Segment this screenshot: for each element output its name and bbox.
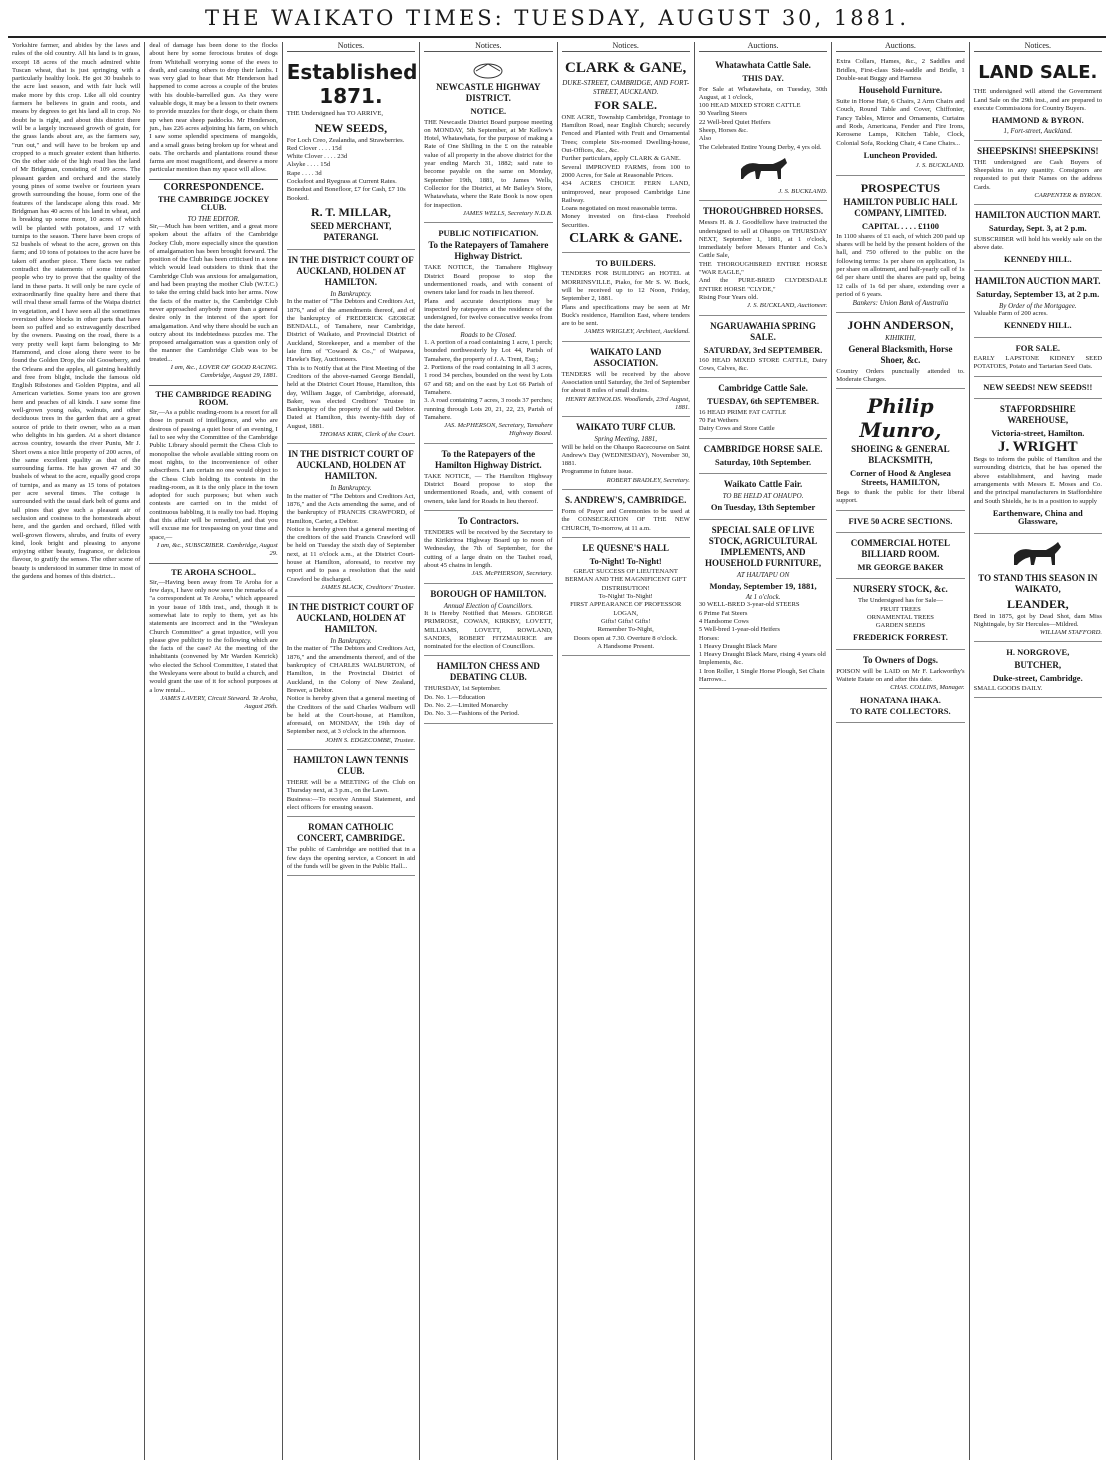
court-1-bankruptcy: In Bankruptcy. <box>330 289 372 298</box>
hamilton-highway-title: To the Ratepayers of the Hamilton Highway District. <box>434 448 542 470</box>
whatawhata-day: THIS DAY. <box>742 73 784 84</box>
correspondence-heading: CORRESPONDENCE. <box>163 181 264 193</box>
seeds-intro: THE Undersigned has TO ARRIVE, <box>286 110 384 118</box>
stafford-signature: WILLIAM STAFFORD. <box>1039 629 1102 637</box>
leander-name: LEANDER, <box>1006 596 1069 611</box>
column-2 <box>145 42 282 1460</box>
borough-title: BOROUGH OF HAMILTON. <box>430 588 547 599</box>
column-5-header: Notices. <box>562 42 690 52</box>
sheepskins-title: SHEEPSKINS! SHEEPSKINS! <box>977 145 1099 156</box>
stand-title: TO STAND THIS SEASON IN WAIKATO, <box>978 572 1098 594</box>
land-association-ad <box>562 342 690 417</box>
court-1-title: IN THE DISTRICT COURT OF AUCKLAND, HOLDEN AT HAMILTON. <box>288 254 414 287</box>
farm-article-continued: deal of damage has been done to the flocks about here by some ferocious brutes of dogs from Whitehall worrying some of the ewes to death, and causing others to drop their lambs. I was very glad to hear that Mr Henderson had happened to come across a couple of the brutes with his double-barrelled gun. As they were valuable dogs, it may be a lesson to their owners to provide muzzles for their dogs, or chain them up when near sheep paddocks. Mr Henderson, jun., has 226 acres adjoining his farm, on which I saw some splendid specimens of mangolds, and a small grass being broken up for wheat and oats. The orchards and plantations round these farms are most magnificent, and deserve a more particular mention than my space will allow. <box>149 42 278 174</box>
column-7 <box>832 42 969 1460</box>
clark-gane-address: DUKE-STREET, CAMBRIDGE, AND FORT-STREET, AUCKLAND. <box>562 79 690 96</box>
jockey-club-letter: Sir,—Much has been written, and a great more spoken about the affairs of the Cambridge Jockey Club, more especially since the question of amalgamation has been brought forward. The position of the Club has been criticised in a tone which would lead outsiders to think that the Cambridge Club was anxious for amalgamation, and had been praying the mother Club (W.T.C.) to take the erring child back into her arms. Now the facts of the matter is, the Cambridge Club never approached anybody more than a general desire only in the interest of the sport for amalgamation. And why there should be such an outcry about its indebtedness puzzles me. The proposed amalgamation was a question only of the manner the Cambridge Club was to be treated... <box>149 222 278 363</box>
butcher-title: BUTCHER, <box>1014 659 1062 670</box>
contractors-signature: JAS. McPHERSON, Secretary. <box>471 570 553 578</box>
hamilton-highway-ad <box>424 444 552 511</box>
staffordshire-title: STAFFORDSHIRE WAREHOUSE, <box>999 403 1076 425</box>
court-1-signature: THOMAS KIRK, Clerk of the Court. <box>319 431 416 439</box>
court-2-text: In the matter of "The Debtors and Creditors Act, 1876," and the Acts amending the same, and of the bankruptcy of FRANCIS CRAWFORD, of Hamilton, Carter, a Debtor. Notice is hereby given that a general meeting of the creditors of the said Francis Crawford will be held on Tuesday the sixth day of September next, at 11 o'clock a.m., at the District Court-house at Hamilton, aforesaid, to receive my report and to pass a resolution that the said Crawford be discharged. <box>286 492 416 583</box>
ngaruawahia-date: SATURDAY, 3rd SEPTEMBER. <box>703 344 823 355</box>
mortgagee-line: By Order of the Mortgagee. <box>998 301 1077 310</box>
st-andrews-title: S. ANDREW'S, CAMBRIDGE. <box>565 494 687 505</box>
luncheon-label: Luncheon Provided. <box>863 149 938 160</box>
crest-icon <box>468 61 508 79</box>
luncheon-signature: J. S. BUCKLAND. <box>915 162 965 170</box>
rate-collectors: TO RATE COLLECTORS. <box>850 705 951 716</box>
turf-club-subtitle: Spring Meeting, 1881, <box>594 435 657 444</box>
thoroughbred-ad <box>699 201 827 315</box>
hammond-byron: HAMMOND & BYRON. <box>991 115 1084 126</box>
munro-address: Corner of Hood & Anglesea Streets, HAMILTON, <box>849 468 951 487</box>
column-4 <box>420 42 557 1460</box>
horse-sale-date: Saturday, 10th September. <box>715 456 812 467</box>
court-1-text: In the matter of "The Debtors and Creditors Act, 1876," and of the amendments thereof, and of the bankruptcy of FREDERICK GEORGE BENDALL, of Tamahere, near Cambridge, District of Waikato, and Provincial District of Auckland, Storekeeper, and a member of the late firm of "Coward & Co.," of Waipawa, Hawke's Bay, Auctioneers. This is to Notify that at the First Meeting of the Creditors of the above-named George Bendall, held at the District Court House, Hamilton, this day, William Jagge, of Cambridge, aforesaid, Baker, was elected Creditors' Trustee in Bankruptcy of the property of the said Debtor. Dated at Hamilton, this twenty-fifth day of August, 1881. <box>286 298 416 430</box>
land-sale-ad <box>974 55 1102 140</box>
staffordshire-ad <box>974 399 1102 534</box>
tennis-ad <box>287 750 415 817</box>
chess-text: THURSDAY, 1st September. Do. No. 1.—Education Do. No. 2.—Limited Monarchy Do. No. 3.—Fashions of the Period. <box>424 685 520 718</box>
columns <box>8 42 1106 1460</box>
builders-signature: JAMES WRIGLEY, Architect, Auckland. <box>584 328 690 336</box>
highway-title: NEWCASTLE HIGHWAY DISTRICT. <box>436 82 541 104</box>
land-association-signature: HENRY REYNOLDS. Woodlands, 23rd August, 1881. <box>565 395 690 411</box>
baker-name: MR GEORGE BAKER <box>857 561 944 572</box>
le-quesne-title: LE QUESNE'S HALL <box>582 542 669 553</box>
allotments-text: Valuable Farm of 200 acres. <box>973 310 1048 318</box>
auction-mart-text: SUBSCRIBER will hold his weekly sale on the above date. <box>973 235 1102 251</box>
dogs-title: To Owners of Dogs. <box>862 654 939 665</box>
jockey-club-signature: I am, &c., LOVER OF GOOD RACING. Cambridge, August 29, 1881. <box>170 363 278 380</box>
millar-name: R. T. MILLAR, <box>310 204 391 219</box>
butcher-ad <box>974 642 1102 698</box>
reading-room-heading: THE CAMBRIDGE READING ROOM. <box>155 388 272 407</box>
church-title: ROMAN CATHOLIC CONCERT, CAMBRIDGE. <box>297 822 405 844</box>
contractors-title: To Contractors. <box>457 515 519 526</box>
household-title: Household Furniture. <box>858 85 943 96</box>
bankers-line: Bankers: Union Bank of Australia <box>852 299 949 308</box>
special-sale-ad <box>699 520 827 690</box>
le-quesne-text: GREAT SUCCESS OF LIEUTENANT BERMAN AND THE MAGNIFICENT GIFT DISTRIBUTION! To-Night! To-Night! FIRST APPEARANCE OF PROFESSOR LOGAN, Gifts! Gifts! Gifts! Remember To-Night, Doors open at 7.30. Overture 8 o'clock. A Handsome Present. <box>564 568 687 650</box>
land-association-text: TENDERS will be received by the above Association until Saturday, the 3rd of September for about 8 miles of small drains. <box>561 370 690 395</box>
munro-trade: SHOEING & GENERAL BLACKSMITH, <box>851 444 950 466</box>
leander-text: Bred in 1875, got by Dead Shot, dam Miss Nightingale, by Sir Hercules—Mildred. <box>973 612 1102 628</box>
column-6-header: Auctions. <box>699 42 827 52</box>
munro-name: Philip Munro, <box>859 394 942 443</box>
sheepskins-ad <box>974 141 1102 205</box>
munro-ad <box>836 389 964 510</box>
whatawhata-sale-ad <box>699 55 827 201</box>
victoria-street: Victoria-street, Hamilton. <box>991 427 1085 438</box>
special-sale-place: AT HAUTAPU ON <box>736 570 790 579</box>
hamilton-highway-text: TAKE NOTICE, — The Hamilton Highway District Board propose to stop the undermentioned Roads, and, with consent of owners, take land for Roads in lieu thereof. <box>424 472 553 505</box>
cambridge-cattle-date: TUESDAY, 6th SEPTEMBER. <box>707 396 819 407</box>
court-3-bankruptcy: In Bankruptcy. <box>330 637 372 646</box>
tamahere-signature: JAS. McPHERSON, Secretary, Tamahere Highway Board. <box>444 422 553 438</box>
wright-text: Begs to inform the public of Hamilton and the surrounding districts, that he has opened the above establishment, and having made arrangements with Messrs E. Moses and Co. and the principal manufacturers in Staffordshire and South Shields, he is in a position to supply <box>973 456 1102 505</box>
for-sale-heading: FOR SALE. <box>594 97 658 112</box>
jockey-club-heading: THE CAMBRIDGE JOCKEY CLUB. <box>157 194 270 213</box>
tamahere-title: To the Ratepayers of Tamahere Highway District. <box>428 240 549 262</box>
column-3 <box>283 42 420 1460</box>
school-letter: Sir,—Having been away from Te Aroha for a few days, I have only now seen the remarks of a "a correspondent at Te Aroha," which appeared in your issue of 18th inst., and, though it is somewhat late to reply to them, yet as his statements are incorrect and in the "Wesleyan Church Committee" a great injustice, will you please give publicity to the following which are the facts of the case? At the meeting of the inhabitants (convened by Mr Warden Kenrick) who elected the School Committee, I stated that the Wesleyans were about to build a church, and would grant the use of it for school purposes at a low rental... <box>149 578 278 694</box>
kennedy-hill-1: KENNEDY HILL. <box>1003 254 1072 265</box>
hall-company-text: In 1100 shares of £1 each, of which 200 paid up shares will be held by the present holders of the hall, and 750 offered to the public on the following terms: 1s per share on application, 1s per share on allotment, and half-yearly call of 1s 6d per share until the shares are paid up, being 12 calls of 1s 6d per share, extending over a period of 6 years. <box>836 232 965 298</box>
cambridge-cattle-title: Cambridge Cattle Sale. <box>718 383 808 394</box>
dogs-text: POISON will be LAID on Mr F. Larkworthy's Waitete Estate on and after this date. <box>836 667 965 683</box>
special-sale-title: SPECIAL SALE OF LIVE STOCK, AGRICULTURAL IMPLEMENTS, AND HOUSEHOLD FURNITURE, <box>705 524 822 568</box>
cattle-fair-date: On Tuesday, 13th September <box>710 502 816 513</box>
turf-club-title: WAIKATO TURF CLUB. <box>575 422 676 433</box>
munro-text: Begs to thank the public for their liberal support. <box>836 489 965 505</box>
column-7-header: Auctions. <box>836 42 964 52</box>
column-4-header: Notices. <box>424 42 552 52</box>
potatoes-ad <box>974 338 1102 377</box>
auction-mart-title: HAMILTON AUCTION MART. <box>975 210 1101 221</box>
horse-engraving-icon <box>733 155 793 185</box>
wright-name: J. WRIGHT <box>997 439 1078 456</box>
ihaka-name: HONATANA IHAKA. <box>859 694 941 705</box>
tamahere-text: TAKE NOTICE, the Tamahere Highway District Board propose to stop the undermentioned roads, and with consent of owners take land for roads in lieu thereof. Plans and accurate descriptions may be inspected by ratepayers at the residence of the undersigned, for twelve consecutive weeks from the date hereof. <box>424 264 553 330</box>
ngaruawahia-title: NGARUAWAHIA SPRING SALE. <box>710 320 816 342</box>
stallion-engraving-icon <box>1008 540 1068 570</box>
turf-club-text: Will be held on the Ohaupo Racecourse on Saint Andrew's Day (WEDNESDAY), November 30, 1881. Programme in future issue. <box>561 443 690 476</box>
thoroughbred-text: Messrs H. & J. Goodfellow have instructed the undersigned to sell at Ohaupo on THURSDAY NEXT, September 1, 1881, at 1 o'clock, immediately before Messrs Hunter and Co.'s Cattle Sale, THE THOROUGHBRED ENTIRE HORSE "WAR EAGLE," And the PURE-BRED CLYDESDALE ENTIRE HORSE "CLYDE," Rising Four Years old. <box>698 219 828 301</box>
column-3-header: Notices. <box>287 42 415 52</box>
thoroughbred-signature: J. S. BUCKLAND, Auctioneer. <box>746 302 828 310</box>
seeds-title: NEW SEEDS, <box>314 120 388 135</box>
potatoes-text: EARLY LAPSTONE KIDNEY SEED POTATOES, Potato and Tartarian Seed Oats. <box>973 354 1102 371</box>
sheepskins-text: THE undersigned are Cash Buyers of Sheepskins in any quantity. Consignors are requested to put their Names on the address Cards. <box>973 158 1102 191</box>
highway-signature: JAMES WELLS, Secretary N.D.B. <box>462 209 553 217</box>
ngaruawahia-text: 160 HEAD MIXED STORE CATTLE, Dairy Cows, Calves, &c. <box>698 356 828 373</box>
capital-line: CAPITAL . . . . £1100 <box>861 220 939 231</box>
reading-room-letter: Sir,—As a public reading-room is a resort for all those in pursuit of intelligence, and who are desirous of passing a quiet hour of an evening, I fail to see why the Committee of the Cambridge Public Library should permit the Chess Club to monopolise the whole available sitting room on most nights, to the inconvenience of other subscribers. I am certain no one would object to the Chess Club holding its contests in the reading-room, as it is the only place in the town adopted for such purposes; but when such contests are carried on in the midst of continuous babbling, it is really too bad. Hoping that this affair will be remedied, and that you will excuse me for trespassing on your time and space,— <box>149 409 278 541</box>
prospectus-title: PROSPECTUS <box>860 180 941 195</box>
auction-mart-2-ad <box>974 271 1102 337</box>
roads-closed-label: Roads to be Closed. <box>460 330 517 339</box>
turf-club-signature: ROBERT BRADLEY, Secretary. <box>606 476 690 484</box>
to-editor: TO THE EDITOR. <box>187 214 240 223</box>
horse-sale-ad <box>699 439 827 474</box>
cambridge-cattle-text: 16 HEAD PRIME FAT CATTLE 70 Fat Wethers Dairy Cows and Store Cattle <box>698 408 787 433</box>
billiard-ad <box>836 533 964 579</box>
extras-text: Extra Collars, Hames, &c., 2 Saddles and Bridles, First-class Side-saddle and Bridle, 1 Double-seat Buggy and Harness <box>836 58 965 82</box>
clark-gane-footer: CLARK & GANE. <box>569 231 683 247</box>
public-notice-label: PUBLIC NOTIFICATION. <box>438 228 539 239</box>
school-heading: TE AROHA SCHOOL. <box>171 566 256 577</box>
clark-gane-ad <box>562 55 690 253</box>
auction-mart-ad <box>974 205 1102 271</box>
builders-ad <box>562 253 690 342</box>
court-3-text: In the matter of "The Debtors and Creditors Act, 1876," and the amendments thereof, and of the bankruptcy of CHARLES WALBURTON, of Hamilton, in the Provincial District of Auckland, in the Colony of New Zealand, Brewer, a Debtor. Notice is hereby given that a general meeting of the Creditors of the said Charles Walburn will be held at the Court-house, at Hamilton, aforesaid, on MONDAY, the 19th day of September next, at 3 o'clock in the afternoon. <box>286 645 416 736</box>
whatawhata-title: Whatawhata Cattle Sale. <box>715 60 811 71</box>
church-concert-ad <box>287 817 415 876</box>
for-sale-text: ONE ACRE, Township Cambridge, Frontage to Hamilton Road, near English Church; securely Fenced and Planted with Fruit and Ornamental Trees; complete Six-roomed Dwelling-house, Out-Offices, &c., &c. Further particulars, apply CLARK & GANE. Several IMPROVED FARMS, from 100 to 2000 Acres, for Sale at Reasonable Prices. 434 ACRES CHOICE FERN LAND, unimproved, near proposed Cambridge Line Railway. Loans negotiated on most reasonable terms. Money invested on first-class Freehold Securities. <box>561 113 690 229</box>
roads-text: 1. A portion of a road containing 1 acre, 1 perch; bounded northwesterly by Lot 44, Parish of Tamahere, the property of J. A. Trent, Esq.; 2. Portions of the road containing in all 3 acres, 1 rood 34 perches, bounded on the west by Lots 67 and 68; and on the east by Lot 66 Parish of Tamahere. 3. A road containing 7 acres, 3 roods 37 perches; running through Lots 20, 21, 22, 23, Parish of Tamahere. <box>424 339 553 421</box>
anderson-text: Country Orders punctually attended to. Moderate Charges. <box>836 367 965 384</box>
hammond-address: 1, Fort-street, Auckland. <box>1003 127 1073 136</box>
anderson-ad <box>836 313 964 390</box>
highway-text: THE Newcastle District Board purpose meeting on MONDAY, 5th September, at Mr Kellow's Hotel, Whatawhata, for the purpose of making a Rate of One Shilling in the £ on the rateable value of all property in the above district for the year ending March 31, 1882; said rate to become payable on the same on Monday, September 19th, 1881, to James Wells, Collector for the District, at Mr Bailey's Store, Whatawhata, where the Rate Book is now open for inspection. <box>424 118 553 209</box>
norgrove-name: H. NORGROVE, <box>1006 647 1070 658</box>
seeds-ad <box>286 55 418 250</box>
prospectus-ad <box>836 176 964 313</box>
column-8 <box>970 42 1106 1460</box>
borough-text: It is Hereby Notified that Messrs. GEORGE PRIMROSE, COWAN, KIRKBY, LOVETT, MILLIAMS, LOVETT, ROWLAND, SANDES, ROBERT FITZMAURICE are nominated for the election of Councillors. <box>424 609 553 651</box>
established-heading: Established 1871. <box>286 60 418 109</box>
nursery-ad <box>836 579 964 649</box>
chess-title: HAMILTON CHESS AND DEBATING CLUB. <box>436 661 540 683</box>
whatawhata-signature: J. S. BUCKLAND. <box>778 187 828 195</box>
school-signature: JAMES LAVERY, Circuit Steward. Te Aroha, August 26th. <box>160 694 278 711</box>
special-sale-date: Monday, September 19, 1881, <box>709 580 817 591</box>
horse-sale-title: CAMBRIDGE HORSE SALE. <box>703 443 823 454</box>
tamahere-ad <box>424 223 552 444</box>
sections-ad <box>836 511 964 533</box>
cattle-fair-ad <box>699 474 827 520</box>
whatawhata-text: For Sale at Whatawhata, on Tuesday, 30th August, at 1 o'clock, 100 HEAD MIXED STORE CATTLE 30 Yearling Steers 22 Well-bred Quiet Heifers Sheep, Horses &c. Also The Celebrated Entire Young Derby, 4 yrs old. <box>698 85 828 151</box>
auction-mart-2-title: HAMILTON AUCTION MART. <box>975 276 1101 287</box>
leander-ad <box>974 534 1102 643</box>
highway-ad <box>424 55 552 223</box>
auction-mart-date: Saturday, Sept. 3, at 2 p.m. <box>988 223 1087 234</box>
borough-ad <box>424 584 552 657</box>
court-notice-3 <box>287 597 415 750</box>
turf-club-ad <box>562 417 690 490</box>
cattle-fair-title: Waikato Cattle Fair. <box>723 478 803 489</box>
household-text: Suite in Horse Hair, 6 Chairs, 2 Arm Chairs and Couch, Round Table and Cover, Chiffonier, Fancy Tables, Mirror and Ornaments, Curtains and Rods, Americana, Fender and Fire Irons, Kerosene Lamps, Kitchen Table, Clock, Colonial Sofa, Rocking Chair, 4 Cane Chairs... <box>836 98 965 147</box>
land-association-title: WAIKATO LAND ASSOCIATION. <box>589 346 662 368</box>
nursery-text: The Undersigned has for Sale— FRUIT TREES ORNAMENTAL TREES GARDEN SEEDS <box>857 597 943 630</box>
builders-text: TENDERS FOR BUILDING an HOTEL at MORRINSVILLE, Piako, for Mr S. W. Buck, will be received up to 12 Noon, Friday, September 2, 1881. Plans and specifications may be seen at Mr Buck's residence, Hamilton East, where tenders are to be sent. <box>561 270 690 328</box>
court-2-title: IN THE DISTRICT COURT OF AUCKLAND, HOLDEN AT HAMILTON. <box>288 449 414 482</box>
st-andrews-text: Form of Prayer and Ceremonies to be used at the CONSECRATION OF THE NEW CHURCH, To-morrow, at 11 a.m. <box>561 507 690 532</box>
anderson-name: JOHN ANDERSON, <box>847 317 954 332</box>
special-sale-time: At 1 o'clock. <box>745 593 781 602</box>
land-sale-title: LAND SALE. <box>978 62 1098 84</box>
tennis-title: HAMILTON LAWN TENNIS CLUB. <box>293 755 409 777</box>
cattle-fair-place: TO BE HELD AT OHAUPO. <box>722 491 804 500</box>
butcher-address: Duke-street, Cambridge. <box>992 672 1083 683</box>
court-notice-1 <box>287 250 415 444</box>
le-quesne-subtitle: To-Night! To-Night! <box>589 555 662 566</box>
kennedy-hill-2: KENNEDY HILL. <box>1003 320 1072 331</box>
anderson-place: KIHIKIHI, <box>885 333 916 342</box>
church-text: The public of Cambridge are notified that in a few days the opening service, a Concert in aid of the funds will be given in the Public Hall... <box>286 846 416 870</box>
small-goods: SMALL GOODS DAILY. <box>973 684 1043 692</box>
tennis-text: THERE will be a MEETING of the Club on Thursday next, at 3 p.m., on the Lawn. Business:—To receive Annual Statement, and elect officers for ensuing season. <box>286 779 416 811</box>
farm-article: Yorkshire farmer, and abides by the laws and rules of the old country. All his land is in grass, except 18 acres of the much admired white Tuscan wheat, that is just springing with a particularly healthy look. He got 30 bushels to the acre last season, and with fair luck will make more by this crop. Like all old country farmers he believes in grain and roots, and means by degrees to get his land all in crop. No doubt he is right, and about this district there will be a largely increased growth of grain, for the grass lands about are, as the farmers say, "run out," and will have to be broken up and cropped to a much greater extent than hitherto. On the other side of the high road lies the land of Mr Bridgman, consisting of 109 acres. The pleasant garden and orchard and the stately young pines of some twelve or fourteen years growth surrounding the house, form one of the features of the landscape along this road. Mr Bridgman has 40 acres of his land in wheat, and is breaking up some more, 10 acres of which will be planted with potatoes, and 17 with turnips to the season. There have been crops of 52 bushels of wheat to the acre, grown on this farm; and 10 tons of potatoes to the acre have be taken off another piece. There facts we rather contradict the statements of some interested people who try to prove that the quality of the land in these parts. It will only be rare cycle of extraordinarily fine quality here and there that will rival these small farms of the Waipa district in vegetation, and I have seen all the sometimes oversized show blocks in other parts that have been so puffed and so extravagantly described by the owners. Passing on the road, there is a very pretty well kept farm belonging to Mr Hammond, and close along there were to be found the Golden Drop, the old Gooseberry, and the Orleans and the apples, all gaining healthily and free from blight, include the famous old English Ribstones and Golden Pippins, and all American varieties. Some years too are grown here and peaches of all kinds. I saw some fine well-grown young oaks, walnuts, and other deciduous trees in the garden that are a great source of pride to their owner, who as a man who delights in his garden. At a short distance across country, towards the river Puniu, Mr J. Short owns a nice little property of 200 acres, of the same excellent quality as that of the surrounding farms. He has grown 47 and 30 bushels of wheat to the acre, equally good crops of turnips, and as many as 15 tons of potatoes per acre several times. The cottage is surrounded with the usual dark belt of gums and tall pines that give such a pleasant air of seclusion and cosiness to the homesteads about here, and the garden and orchard, filled with well-grown flowers, shrubs, and fruits of every kind, look bright and pleasing to anyone enjoying either beauty, fragrance, or delicious flavour, to gratify the senses. The other scene of beauty is understood in summer time in most of the gardens and homes of this district... <box>12 42 141 580</box>
millar-title: SEED MERCHANT, PATERANGI. <box>310 220 392 242</box>
furniture-ad <box>836 55 964 175</box>
thoroughbred-title: THOROUGHBRED HORSES. <box>703 206 824 217</box>
sections-title: FIVE 50 ACRE SECTIONS. <box>848 515 953 526</box>
land-sale-text: THE undersigned will attend the Government Land Sale on the 29th inst., and are prepared to execute Commissions for Country Buyers. <box>973 88 1102 112</box>
court-2-bankruptcy: In Bankruptcy. <box>330 484 372 493</box>
new-seeds-ad <box>974 377 1102 399</box>
sheepskins-signature: CARPENTER & BYRON. <box>1034 191 1102 199</box>
court-2-signature: JAMES BLACK, Creditors' Trustee. <box>320 583 416 591</box>
column-5 <box>558 42 695 1460</box>
for-sale-label: FOR SALE. <box>1015 342 1061 353</box>
reading-room-signature: I am, &c., SUBSCRIBER. Cambridge, August 29. <box>156 541 278 558</box>
court-notice-2 <box>287 444 415 597</box>
highway-notice-label: NOTICE. <box>470 106 507 117</box>
chess-club-ad <box>424 656 552 723</box>
column-8-header: Notices. <box>974 42 1102 52</box>
contractors-ad <box>424 511 552 584</box>
nursery-title: NURSERY STOCK, &c. <box>853 584 948 595</box>
st-andrews-ad <box>562 490 690 538</box>
column-1 <box>8 42 145 1460</box>
le-quesne-hall-ad <box>562 538 690 656</box>
court-3-signature: JOHN S. EDGECOMBE, Trustee. <box>325 736 416 744</box>
earthenware-line: Earthenware, China and Glassware, <box>992 507 1083 527</box>
anderson-trade: General Blacksmith, Horse Shoer, &c. <box>848 343 953 365</box>
ngaruawahia-sale-ad <box>699 316 827 379</box>
nursery-signature: FREDERICK FORREST. <box>853 632 948 643</box>
column-6 <box>695 42 832 1460</box>
hall-company-title: HAMILTON PUBLIC HALL COMPANY, LIMITED. <box>843 196 958 218</box>
builders-heading: TO BUILDERS. <box>595 258 656 269</box>
billiard-title: COMMERCIAL HOTEL BILLIARD ROOM. <box>850 537 951 559</box>
new-seeds-title: NEW SEEDS! NEW SEEDS!! <box>983 381 1093 392</box>
masthead: THE WAIKATO TIMES: TUESDAY, AUGUST 30, 1881. <box>8 6 1106 38</box>
auction-mart-2-date: Saturday, September 13, at 2 p.m. <box>976 289 1100 300</box>
dogs-ad <box>836 650 964 723</box>
dogs-signature: CHAS. COLLINS, Manager. <box>890 684 965 692</box>
clark-gane-title: CLARK & GANE, <box>565 60 687 77</box>
seeds-prices: For Loch Creo, Zealandia, and Strawberries. Red Clover . . . . 15d White Clover . . . . 23d Alsyke . . . . 15d Rape . . . . 3d Cocksfoot and Ryegrass at Current Rates. Bonedust and Bonefloor, £7 for Cash, £7 10s Booked. <box>286 136 406 202</box>
special-sale-text: 30 WELL-BRED 3-year-old STEERS 6 Prime Fat Steers 4 Handsome Cows 5 Well-bred 1-year-old Heifers Horses: 1 Heavy Draught Black Mare 1 Heavy Draught Black Mare, rising 4 years old Implements, &c. 1 Iron Roller, 1 Single Horse Plough, Set Chain Harrows... <box>698 601 826 684</box>
cambridge-cattle-ad <box>699 378 827 438</box>
borough-subtitle: Annual Election of Councillors. <box>443 601 533 610</box>
court-3-title: IN THE DISTRICT COURT OF AUCKLAND, HOLDEN AT HAMILTON. <box>288 602 414 635</box>
contractors-text: TENDERS will be received by the Secretary to the Kirikiriroa Highway Board up to noon of Wednesday, the 7th of September, for the cutting of a large drain on the Tauhei road, about 45 chains in length. <box>424 528 553 570</box>
